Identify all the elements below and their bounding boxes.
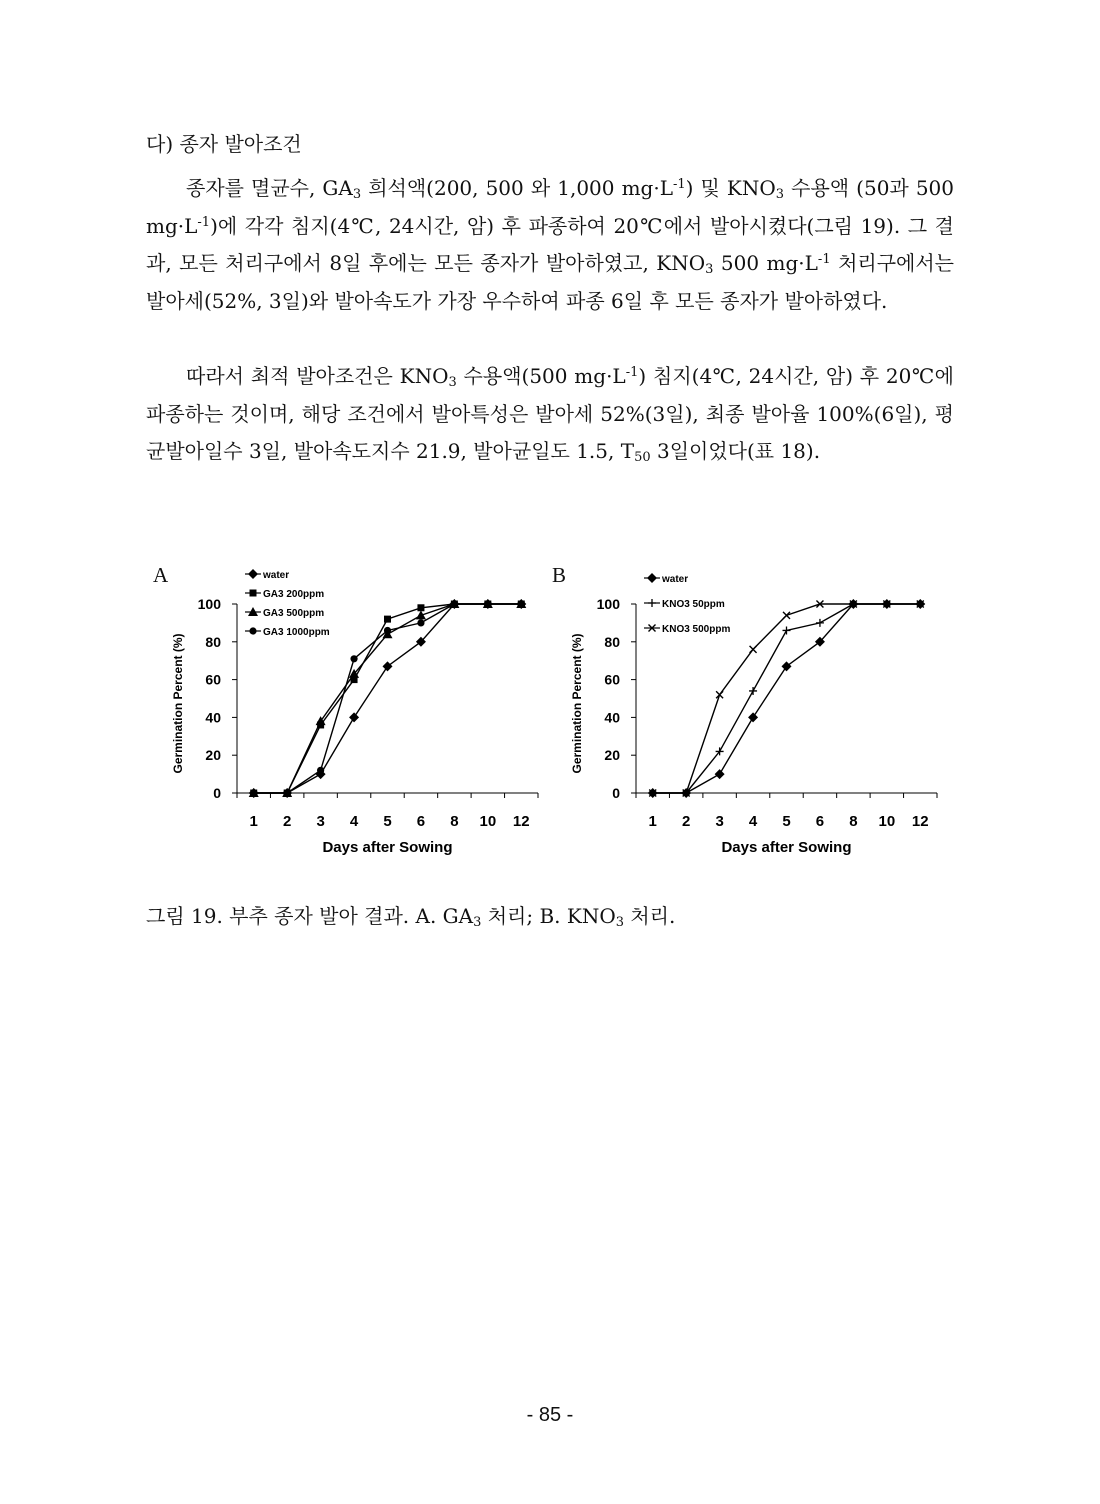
legend-water-marker — [647, 573, 657, 583]
x-axis-label: Days after Sowing — [721, 839, 852, 856]
series-ga3-1000ppm-point — [350, 655, 357, 662]
x-tick-label: 6 — [815, 813, 825, 830]
y-tick-label: 80 — [205, 633, 221, 650]
series-kno3-500ppm-point — [783, 612, 790, 619]
panel-label-b: B — [552, 563, 567, 587]
y-tick-label: 40 — [205, 709, 221, 726]
x-tick-label: 3 — [715, 813, 724, 830]
y-tick-label: 80 — [604, 633, 620, 650]
legend-kno3-50ppm-marker — [648, 599, 656, 607]
x-tick-label: 10 — [878, 813, 896, 830]
x-tick-label: 2 — [282, 813, 292, 830]
series-ga3-200ppm-point — [417, 604, 424, 611]
x-tick-label: 12 — [911, 813, 929, 830]
series-kno3-50ppm-point — [749, 687, 757, 695]
paragraph-2: 따라서 최적 발아조건은 $KNO_3$ 수용액(500 $mg\cdot L^{-1}$) 침지(4℃, 24시간, 암) 후 20℃에 파종하는 것이며, 해당 조건에서 발아특성은 발아세 52%(3일), 최종 발아율 100%(6일), 평균발아일수 3일, 발아속도지수 21.9, 발아균일도 1.5, $T_{50}$ 3일이었다(표 18). — [146, 364, 954, 465]
legend-water-label: water — [263, 570, 290, 581]
x-tick-label: 8 — [450, 813, 459, 830]
series-water-point — [782, 661, 792, 671]
x-tick-label: 4 — [748, 813, 758, 830]
series-water-point — [715, 769, 725, 779]
x-axis-label: Days after Sowing — [322, 839, 453, 856]
y-tick-label: 20 — [604, 747, 620, 764]
series-kno3-500ppm-point — [750, 646, 757, 653]
series-water-point — [748, 712, 758, 722]
x-tick-label: 12 — [512, 813, 530, 830]
series-water-point — [383, 661, 393, 671]
figure-caption: 그림 19. 부추 종자 발아 결과. A. $GA_3$ 처리; B. $KNO_3$ 처리. — [146, 904, 676, 930]
y-tick-label: 20 — [205, 747, 221, 764]
y-tick-label: 100 — [197, 596, 221, 612]
x-tick-label: 1 — [249, 813, 258, 830]
x-tick-label: 5 — [383, 813, 392, 830]
legend-kno3-50ppm-label: KNO3 50ppm — [662, 599, 725, 610]
legend-ga3-1000ppm-marker — [249, 627, 256, 634]
y-axis-label: Germination Percent (%) — [570, 633, 584, 774]
y-tick-label: 40 — [604, 709, 620, 726]
germination-chart-kno3 — [564, 560, 954, 860]
y-tick-label: 100 — [596, 596, 620, 612]
legend-water-marker — [248, 569, 258, 579]
paragraph-1: 종자를 멸균수, $GA_3$ 희석액(200, 500 와 1,000 $mg\cdot L^{-1}$) 및 $KNO_3$ 수용액 (50과 500 $mg\cdot L^{-1}$)에 각각 침지(4℃, 24시간, 암) 후 파종하여 20℃에서 발아시켰다(그림 19). 그 결과, 모든 처리구에서 8일 후에는 모든 종자가 발아하였고, $KNO_3$ 500 $mg\cdot L^{-1}$ 처리구에서는 발아세(52%, 3일)와 발아속도가 가장 우수하여 파종 6일 후 모든 종자가 발아하였다. — [146, 176, 954, 313]
page-number: - 85 - — [526, 1404, 574, 1426]
series-ga3-1000ppm-point — [451, 600, 458, 607]
legend-ga3-200ppm-label: GA3 200ppm — [263, 589, 325, 600]
panel-label-a: A — [153, 563, 169, 587]
series-ga3-1000ppm-point — [250, 789, 257, 796]
x-tick-label: 4 — [349, 813, 359, 830]
y-tick-label: 0 — [213, 785, 221, 801]
x-tick-label: 8 — [849, 813, 858, 830]
legend-ga3-1000ppm-label: GA3 1000ppm — [263, 627, 330, 638]
series-ga3-1000ppm-point — [384, 627, 391, 634]
x-tick-label: 3 — [316, 813, 325, 830]
x-tick-label: 10 — [479, 813, 497, 830]
series-ga3-1000ppm-point — [317, 767, 324, 774]
y-tick-label: 60 — [604, 671, 620, 688]
y-axis-label: Germination Percent (%) — [171, 633, 185, 774]
series-kno3-50ppm-point — [816, 619, 824, 627]
x-tick-label: 5 — [782, 813, 791, 830]
section-heading: 다) 종자 발아조건 — [146, 132, 302, 156]
legend-water-label: water — [662, 574, 689, 585]
x-tick-label: 2 — [681, 813, 691, 830]
germination-chart-ga3 — [165, 560, 555, 860]
series-ga3-1000ppm-point — [484, 600, 491, 607]
legend-kno3-500ppm-label: KNO3 500ppm — [662, 624, 731, 635]
series-kno3-500ppm-point — [716, 691, 723, 698]
series-kno3-50ppm-point — [783, 626, 791, 634]
series-water-point — [349, 712, 359, 722]
x-tick-label: 6 — [416, 813, 426, 830]
series-ga3-1000ppm-point — [417, 619, 424, 626]
x-tick-label: 1 — [648, 813, 657, 830]
y-tick-label: 60 — [205, 671, 221, 688]
legend-ga3-500ppm-label: GA3 500ppm — [263, 608, 325, 619]
y-tick-label: 0 — [612, 785, 620, 801]
series-ga3-200ppm-point — [384, 616, 391, 623]
legend-ga3-200ppm-marker — [250, 590, 257, 597]
series-ga3-1000ppm-point — [518, 600, 525, 607]
series-ga3-1000ppm-point — [284, 789, 291, 796]
